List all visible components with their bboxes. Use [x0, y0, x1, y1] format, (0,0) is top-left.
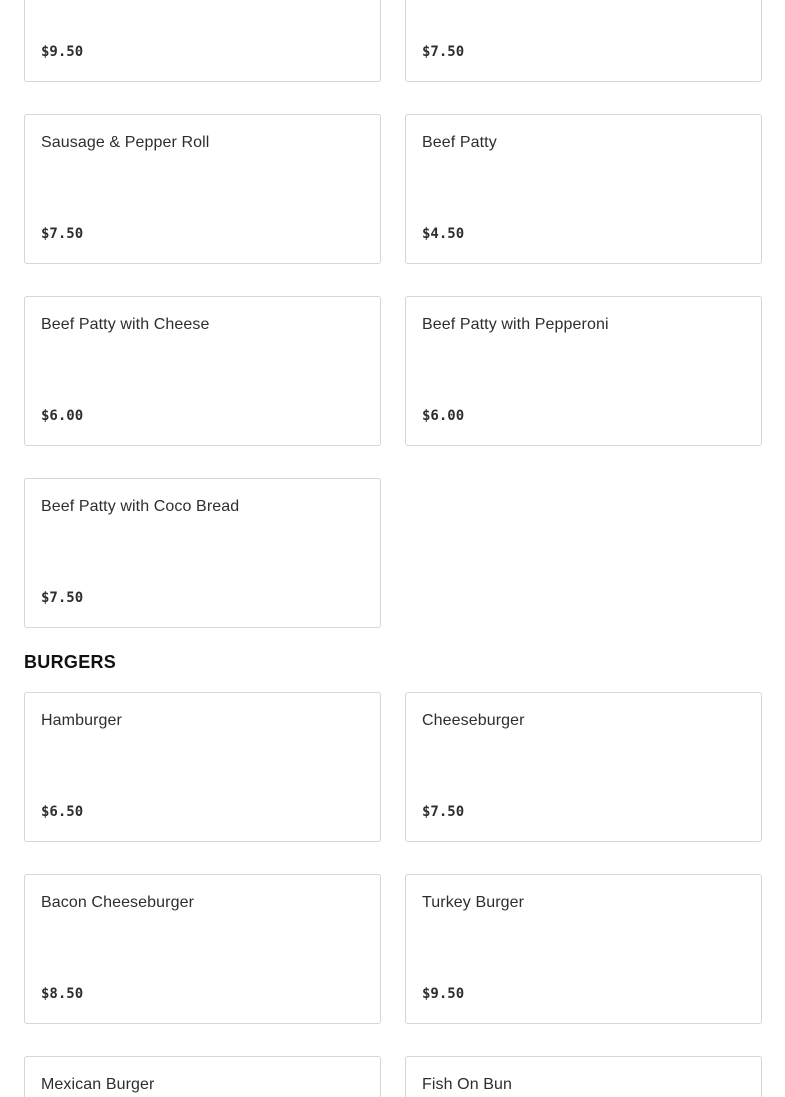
menu-item-price: $8.50	[41, 986, 84, 1002]
menu-item-price: $6.00	[41, 408, 84, 424]
menu-item-name: Bacon Cheeseburger	[41, 894, 195, 911]
menu-item-card[interactable]	[405, 296, 762, 446]
menu-item-price: $7.50	[422, 804, 465, 820]
menu-item-card[interactable]	[24, 478, 381, 628]
menu-item-card[interactable]	[405, 0, 762, 82]
menu-item-card[interactable]	[24, 296, 381, 446]
menu-item-price: $9.50	[422, 986, 465, 1002]
menu-item-card[interactable]	[405, 874, 762, 1024]
menu-item-name: Beef Patty with Cheese	[41, 316, 210, 333]
menu-item-name: Fish On Bun	[422, 1076, 513, 1093]
menu-item-price: $6.00	[422, 408, 465, 424]
menu-item-price: $6.50	[41, 804, 84, 820]
menu-item-name: Beef Patty with Pepperoni	[422, 316, 609, 333]
menu-item-name: Beef Patty with Coco Bread	[41, 498, 240, 515]
menu-item-card[interactable]	[24, 0, 381, 82]
menu-item-name: Mexican Burger	[41, 1076, 155, 1093]
menu-item-card[interactable]	[24, 1056, 381, 1097]
menu-item-price: $7.50	[422, 44, 465, 60]
menu-item-price: $7.50	[41, 590, 84, 606]
menu-item-name: Sausage & Pepper Roll	[41, 134, 210, 151]
menu-item-card[interactable]	[24, 692, 381, 842]
menu-item-name: Beef Patty	[422, 134, 497, 151]
menu-item-price: $4.50	[422, 226, 465, 242]
menu-item-name: Turkey Burger	[422, 894, 525, 911]
menu-item-card[interactable]	[405, 1056, 762, 1097]
menu-item-card[interactable]	[24, 874, 381, 1024]
menu-item-card[interactable]	[24, 114, 381, 264]
menu-item-name: Cheeseburger	[422, 712, 525, 729]
section-heading-burgers: BURGERS	[24, 652, 117, 672]
menu-item-name: Hamburger	[41, 712, 122, 729]
menu-item-card[interactable]	[405, 692, 762, 842]
menu-item-price: $9.50	[41, 44, 84, 60]
menu-item-card[interactable]	[405, 114, 762, 264]
menu-item-price: $7.50	[41, 226, 84, 242]
